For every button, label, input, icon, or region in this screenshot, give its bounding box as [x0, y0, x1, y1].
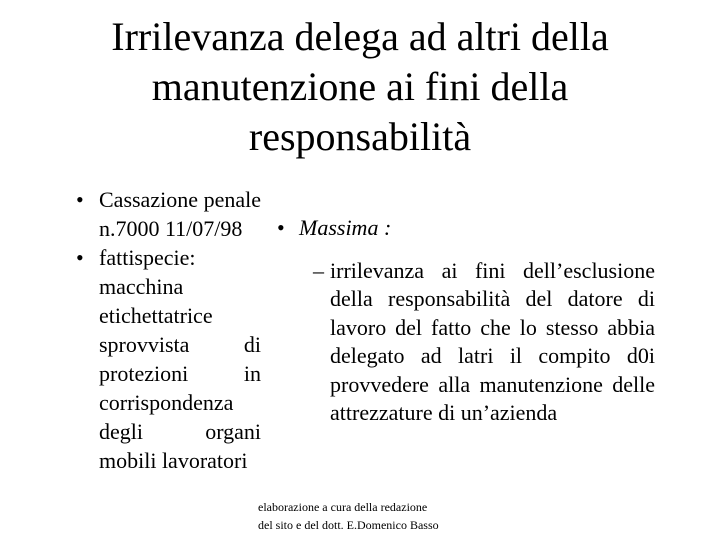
slide-title-line-3: responsabilità [248, 114, 472, 159]
bullet-text-cassazione: Cassazione penale n.7000 11/07/98 [99, 187, 261, 241]
bullet-text-fattispecie: fattispecie: macchina etichettatrice sprovvista di protezioni in corrispondenza degli organi mobili lavoratori [99, 245, 261, 473]
bullet-dot-icon: • [76, 245, 84, 270]
credit-line-1: elaborazione a cura della redazione [258, 500, 428, 514]
slide-title-line-2: manutenzione ai fini della [151, 64, 569, 109]
sub-bullet-text: irrilevanza ai fini dell’esclusione della responsabilità del datore di lavoro del fatto che lo stesso abbia delegato ad latri il compito d0i provvedere alla manutenzione delle attrezzature di un’azienda [330, 257, 655, 425]
right-bullet-list [277, 214, 655, 428]
bullet-dot-icon: • [76, 187, 84, 212]
credit-note [258, 498, 478, 534]
bullet-dot-icon: • [277, 215, 285, 240]
bullet-item-massima [277, 214, 655, 243]
bullet-item-fattispecie [76, 243, 261, 475]
dash-icon: – [313, 257, 324, 283]
left-bullet-list [76, 185, 261, 475]
credit-line-2: del sito e del dott. E.Domenico Basso [258, 518, 439, 532]
bullet-item-cassazione [76, 185, 261, 243]
slide-title [40, 12, 680, 162]
massima-label: Massima : [299, 215, 392, 240]
sub-bullet-item [277, 257, 655, 428]
slide-title-line-1: Irrilevanza delega ad altri della [111, 14, 609, 59]
